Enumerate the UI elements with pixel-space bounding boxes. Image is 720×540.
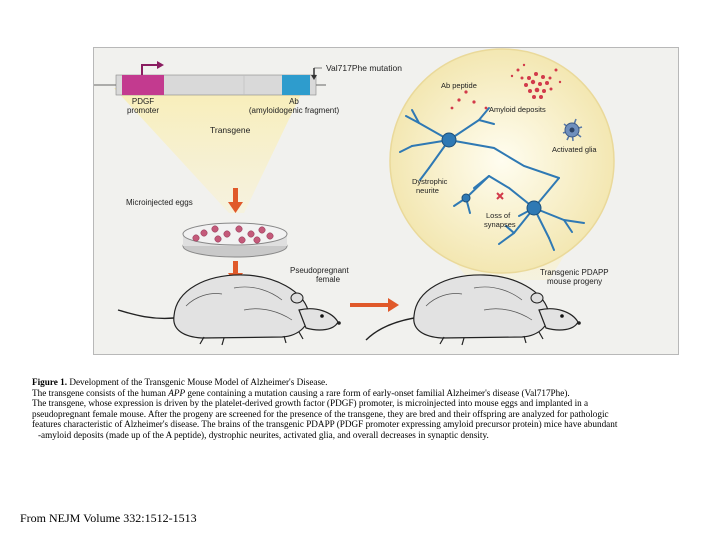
- right-arrow-icon: [388, 298, 399, 312]
- transgenic-mouse-diagram: [94, 48, 678, 354]
- pdgf-promoter-box: [122, 75, 164, 95]
- dystrophic-label-line1: Dystrophic: [412, 177, 448, 186]
- dystrophic-label-line2: neurite: [416, 186, 439, 195]
- promoter-arrow-icon: [142, 65, 157, 75]
- caption-line-2: The transgene, whose expression is driven by the platelet-derived growth factor (PDGF) promoter, is microinjected into mouse eggs and implanted in a: [32, 398, 589, 409]
- eggs-label: Microinjected eggs: [126, 198, 193, 207]
- ab-label-line2: (amyloidogenic fragment): [248, 106, 340, 115]
- brain-magnified-circle: [390, 49, 614, 273]
- source-citation: From NEJM Volume 332:1512-1513: [20, 511, 197, 525]
- transgene-construct: [94, 75, 326, 95]
- figure-panel: [93, 47, 679, 355]
- caption-title-rest: Development of the Transgenic Mouse Model of Alzheimer's Disease.: [67, 377, 328, 387]
- amyloid-deposits-label: Amyloid deposits: [489, 105, 546, 114]
- ab-peptide-label: Ab peptide: [441, 81, 477, 90]
- progeny-label-line1: Transgenic PDAPP: [540, 268, 609, 277]
- progeny-label-line2: mouse progeny: [547, 277, 603, 286]
- petri-dish: [183, 223, 287, 257]
- caption-line-1: The transgene consists of the human APP gene containing a mutation causing a rare form of early-onset familial Alzheimer's disease (Val717Phe).: [32, 387, 570, 398]
- female-label-line1: Pseudopregnant: [290, 266, 349, 275]
- female-label-line2: female: [316, 275, 341, 284]
- activated-glia-label: Activated glia: [552, 145, 597, 154]
- pseudopregnant-mouse: [118, 275, 341, 345]
- caption-line-4: features characteristic of Alzheimer's disease. The brains of the transgenic PDAPP (PDGF promoter expressing amyloid precursor protein) mice have abundant: [32, 419, 618, 430]
- caption-line-5: -amyloid deposits (made up of the A peptide), dystrophic neurites, activated glia, and overall decreases in synaptic density.: [38, 429, 489, 440]
- caption-title: Figure 1.: [32, 377, 68, 387]
- pdgf-label-line2: promoter: [126, 106, 160, 115]
- caption-title-line: [32, 377, 692, 388]
- transgene-label: Transgene: [210, 125, 251, 135]
- synapses-label-line2: synapses: [484, 220, 516, 229]
- mutation-label: Val717Phe mutation: [326, 63, 402, 73]
- ab-segment: [282, 75, 310, 95]
- figure-caption: [32, 377, 692, 441]
- caption-line-3: pseudopregnant female mouse. After the progeny are screened for the presence of the transgene, they are bred and their offspring are analyzed for pathologic: [32, 408, 609, 419]
- ab-label-line1: Ab: [289, 97, 299, 106]
- synapses-label-line1: Loss of: [486, 211, 511, 220]
- pdgf-label-line1: PDGF: [131, 97, 155, 106]
- caption-gene-name: APP: [168, 387, 186, 398]
